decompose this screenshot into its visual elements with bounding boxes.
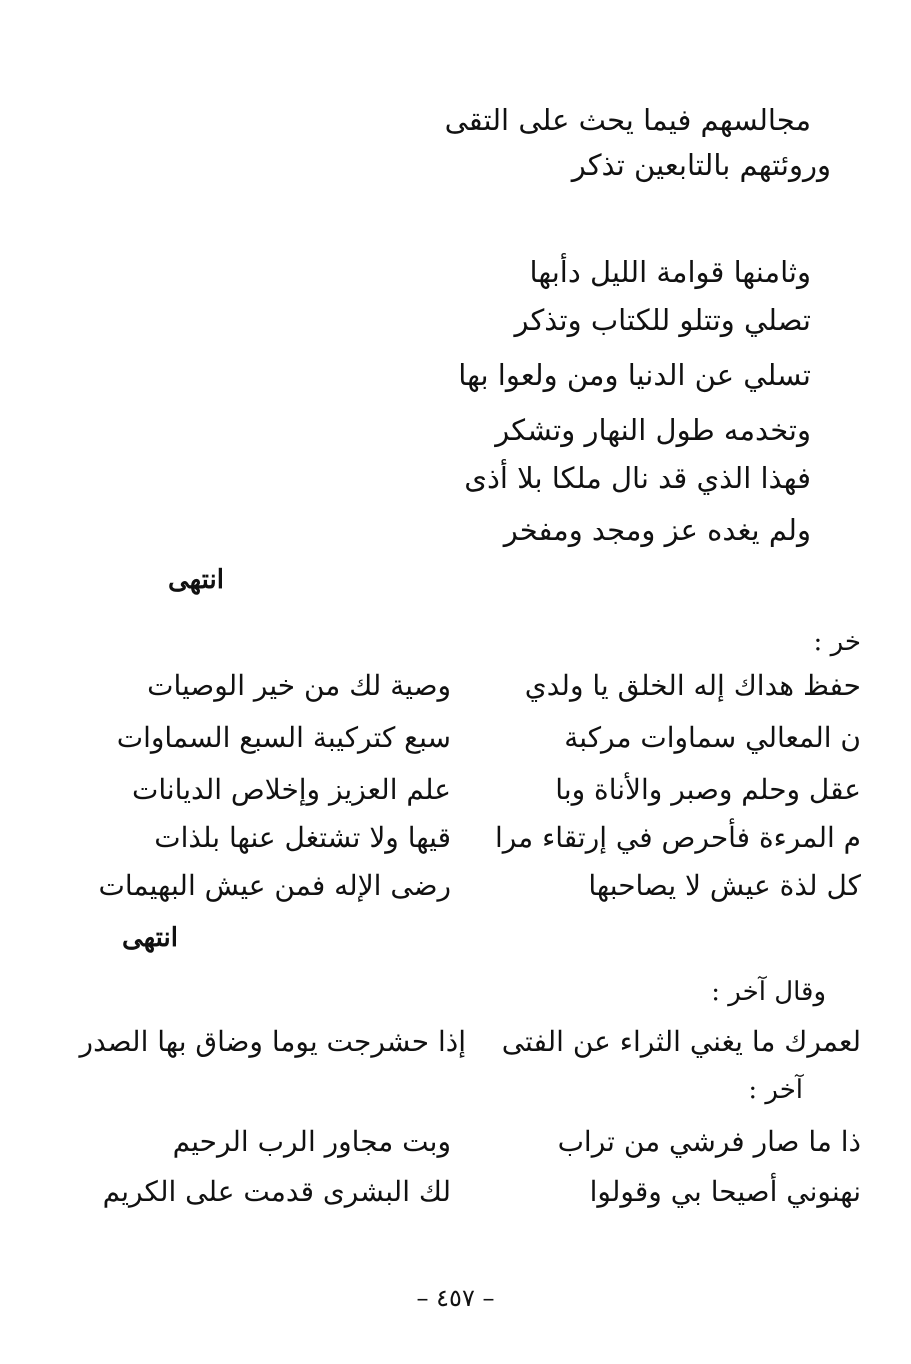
- poem4-row2-second: لك البشرى قدمت على الكريم: [102, 1175, 451, 1208]
- poem4-row2-first: نهنوني أصيحا بي وقولوا: [589, 1175, 861, 1208]
- poem2-row4-second: قيها ولا تشتغل عنها بلذات: [154, 821, 451, 854]
- poem4-heading: آخر :: [748, 1075, 803, 1105]
- poem1-line-7: فهذا الذي قد نال ملكا بلا أذى: [464, 461, 811, 495]
- page-number: – ٤٥٧ –: [416, 1284, 495, 1312]
- poem4-row1-second: وبت مجاور الرب الرحيم: [172, 1125, 451, 1158]
- poem2-row1-second: وصية لك من خير الوصيات: [147, 669, 451, 702]
- poem1-line-8: ولم يغده عز ومجد ومفخر: [503, 513, 811, 547]
- poem2-heading: خر :: [813, 627, 861, 657]
- poem1-line-6: وتخدمه طول النهار وتشكر: [495, 413, 811, 447]
- poem2-row2-second: سبع كتركيبة السبع السماوات: [116, 721, 451, 754]
- poem2-row4-first: م المرءة فأحرص في إرتقاء مرا: [494, 821, 861, 854]
- poem2-end: انتهى: [122, 923, 178, 953]
- poem2-row5-first: كل لذة عيش لا يصاحبها: [588, 869, 861, 902]
- poem3-row1-first: لعمرك ما يغني الثراء عن الفتى: [501, 1025, 861, 1058]
- poem2-row2-first: ن المعالي سماوات مركبة: [564, 721, 861, 754]
- poem2-row3-first: عقل وحلم وصبر والأناة وبا: [555, 773, 861, 806]
- poem2-row1-first: حفظ هداك إله الخلق يا ولدي: [524, 669, 861, 702]
- poem1-line-1: مجالسهم فيما يحث على التقى: [444, 103, 811, 137]
- poem1-line-3: وثامنها قوامة الليل دأبها: [529, 255, 811, 289]
- poem1-end: انتهى: [168, 565, 224, 595]
- poem1-line-4: تصلي وتتلو للكتاب وتذكر: [514, 303, 811, 337]
- poem1-line-5: تسلي عن الدنيا ومن ولعوا بها: [458, 358, 811, 392]
- poem2-row5-second: رضى الإله فمن عيش البهيمات: [98, 869, 451, 902]
- poem1-line-2: وروئتهم بالتابعين تذكر: [571, 148, 831, 182]
- poem2-row3-second: علم العزيز وإخلاص الديانات: [131, 773, 451, 806]
- poem3-row1-second: إذا حشرجت يوما وضاق بها الصدر: [79, 1025, 466, 1058]
- poem4-row1-first: ذا ما صار فرشي من تراب: [557, 1125, 861, 1158]
- poem3-heading: وقال آخر :: [711, 977, 826, 1007]
